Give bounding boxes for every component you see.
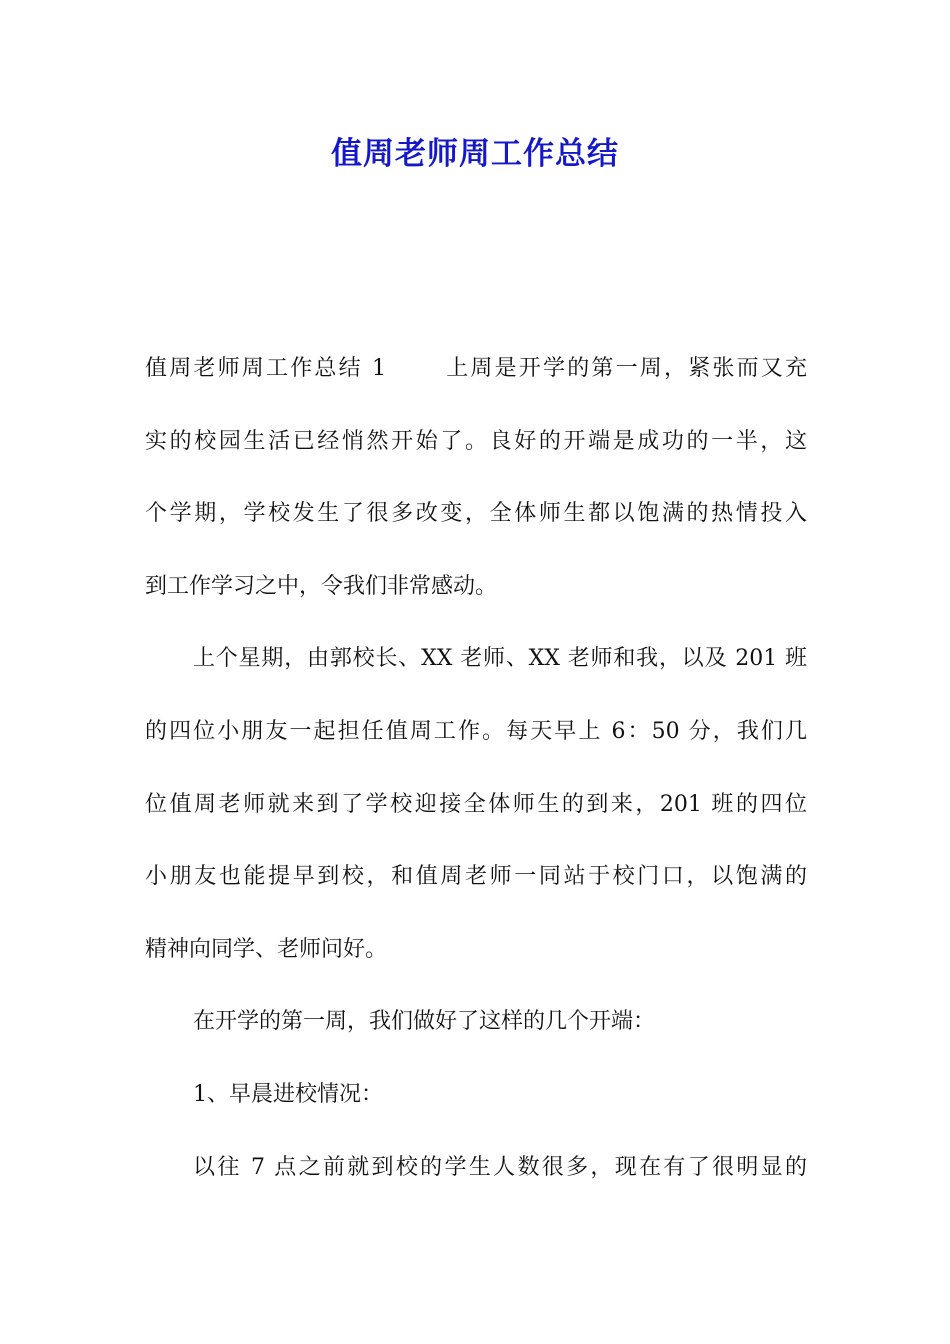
- paragraph-2-line-1: 上个星期，由郭校长、XX 老师、XX 老师和我，以及 201 班: [193, 646, 807, 672]
- paragraph-2-line-5: 精神向同学、老师问好。: [145, 936, 388, 962]
- paragraph-5-line-1: 以往 7 点之前就到校的学生人数很多，现在有了很明显的: [193, 1154, 807, 1180]
- document-title: 值周老师周工作总结: [331, 136, 619, 172]
- paragraph-1-line-3: 个学期，学校发生了很多改变，全体师生都以饱满的热情投入: [145, 501, 807, 527]
- paragraph-3: 在开学的第一周，我们做好了这样的几个开端：: [193, 1009, 656, 1035]
- paragraph-1-line-1: [145, 333, 807, 406]
- paragraph-2-line-4: 小朋友也能提早到校，和值周老师一同站于校门口，以饱满的: [145, 864, 807, 890]
- paragraph-2-line-3: 位值周老师就来到了学校迎接全体师生的到来，201 班的四位: [145, 791, 807, 817]
- paragraph-1-line-4: 到工作学习之中，令我们非常感动。: [145, 573, 498, 599]
- paragraph-2-line-2: 的四位小朋友一起担任值周工作。每天早上 6：50 分，我们几: [145, 718, 807, 744]
- paragraph-1-line-2: 实的校园生活已经悄然开始了。良好的开端是成功的一半，这: [145, 428, 807, 454]
- document-body: [145, 333, 807, 1204]
- section-heading: 值周老师周工作总结 1: [145, 356, 386, 381]
- paragraph-1-line-1-text: 上周是开学的第一周，紧张而又充: [444, 356, 807, 381]
- paragraph-4-list-item: 1、早晨进校情况：: [193, 1081, 383, 1107]
